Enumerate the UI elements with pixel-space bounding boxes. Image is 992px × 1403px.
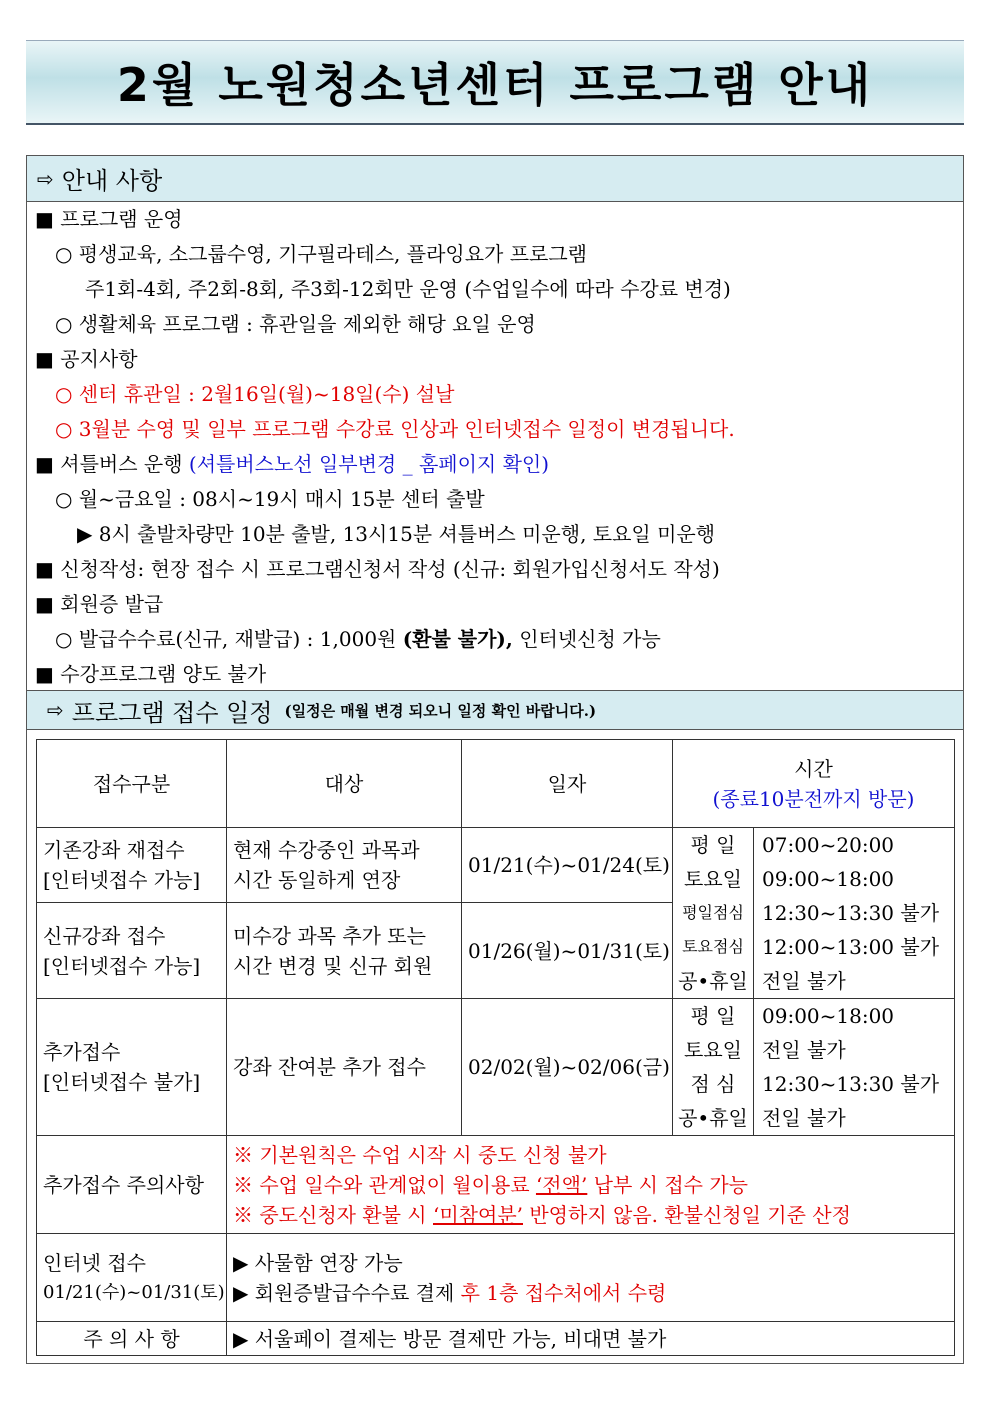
notice-announcement-heading: ■ 공지사항 (35, 347, 138, 371)
title-banner (26, 40, 964, 125)
row5-notes: ▶ 사물함 연장 가능 ▶ 회원증발급수수료 결제 후 1층 접수처에서 수령 (227, 1234, 955, 1322)
schedule-table (36, 739, 955, 1356)
notice-shuttle-schedule: ○ 월~금요일 : 08시~19시 매시 15분 센터 출발 (55, 487, 485, 511)
notice-program-heading: ■ 프로그램 운영 (35, 207, 183, 231)
notice-application-form: ■ 신청작성: 현장 접수 시 프로그램신청서 작성 (신규: 회원가입신청서도 작성) (35, 557, 720, 581)
notice-program-list: ○ 평생교육, 소그룹수영, 기구필라테스, 플라잉요가 프로그램 (55, 242, 587, 266)
notice-program-schedule: 주1회-4회, 주2회-8회, 주3회-12회만 운영 (수업일수에 따라 수강료 변경) (85, 277, 731, 301)
row1-date: 01/21(수)~01/24(토) (462, 828, 673, 903)
arrow-right-icon: ⇨ (37, 166, 54, 191)
section-notice-header (27, 156, 963, 202)
row6-type: 주 의 사 항 (37, 1322, 227, 1356)
notice-sports-program: ○ 생활체육 프로그램 : 휴관일을 제외한 해당 요일 운영 (55, 312, 536, 336)
row3-type: 추가접수 [인터넷접수 불가] (37, 999, 227, 1136)
section-notice-title: 안내 사항 (61, 167, 163, 195)
table-row (37, 1136, 955, 1234)
notice-closed-days: ○ 센터 휴관일 : 2월16일(월)~18일(수) 설날 (55, 382, 455, 406)
row6-notes: ▶ 서울페이 결제는 방문 결제만 가능, 비대면 불가 (227, 1322, 955, 1356)
row4-type: 추가접수 주의사항 (37, 1136, 227, 1234)
notice-membership-heading: ■ 회원증 발급 (35, 592, 164, 616)
header-type: 접수구분 (37, 740, 227, 828)
row1-type: 기존강좌 재접수 [인터넷접수 가능] (37, 828, 227, 903)
table-row (37, 999, 955, 1136)
notice-no-transfer: ■ 수강프로그램 양도 불가 (35, 662, 267, 686)
section-schedule-note: (일정은 매월 변경 되오니 일정 확인 바랍니다.) (284, 701, 597, 720)
row12-time: 평 일 토요일 평일점심 토요점심 공•휴일 07:00~20:00 09:00~18:00 12:30~13:30 불가 12:00~13:00 불가 전일 불가 (673, 828, 955, 999)
table-row (37, 1322, 955, 1356)
row2-target: 미수강 과목 추가 또는 시간 변경 및 신규 회원 (227, 903, 462, 999)
row3-time: 평 일 토요일 점 심 공•휴일 09:00~18:00 전일 불가 12:30~13:30 불가 전일 불가 (673, 999, 955, 1136)
row5-type: 인터넷 접수 01/21(수)~01/31(토) (37, 1234, 227, 1322)
notice-membership-fee: ○ 발급수수료(신규, 재발급) : 1,000원 (환불 불가), 인터넷신청 가능 (55, 627, 661, 651)
notice-shuttle-exception: ▶ 8시 출발차량만 10분 출발, 13시15분 셔틀버스 미운행, 토요일 미운행 (77, 522, 716, 546)
page-title: 2월 노원청소년센터 프로그램 안내 (116, 58, 874, 112)
table-header-row (37, 740, 955, 828)
header-time: 시간 (종료10분전까지 방문) (673, 740, 955, 828)
row3-date: 02/02(월)~02/06(금) (462, 999, 673, 1136)
notice-frame (26, 155, 964, 1364)
section-schedule-title: 프로그램 접수 일정 (71, 698, 273, 727)
header-target: 대상 (227, 740, 462, 828)
row2-type: 신규강좌 접수 [인터넷접수 가능] (37, 903, 227, 999)
notice-fee-change: ○ 3월분 수영 및 일부 프로그램 수강료 인상과 인터넷접수 일정이 변경됩니다. (55, 417, 735, 441)
arrow-right-icon: ⇨ (47, 698, 64, 722)
row2-date: 01/26(월)~01/31(토) (462, 903, 673, 999)
row4-notes: ※ 기본원칙은 수업 시작 시 중도 신청 불가 ※ 수업 일수와 관계없이 월이용료 ‘전액’ 납부 시 접수 가능 ※ 중도신청자 환불 시 ‘미참여분’ 반영하지 않음. 환불신청일 기준 산정 (227, 1136, 955, 1234)
row1-target: 현재 수강중인 과목과 시간 동일하게 연장 (227, 828, 462, 903)
row3-target: 강좌 잔여분 추가 접수 (227, 999, 462, 1136)
notice-shuttle-heading: ■ 셔틀버스 운행 (셔틀버스노선 일부변경 _ 홈페이지 확인) (35, 452, 550, 476)
section-schedule-header (27, 690, 963, 730)
header-date: 일자 (462, 740, 673, 828)
table-row (37, 1234, 955, 1322)
table-row (37, 828, 955, 903)
